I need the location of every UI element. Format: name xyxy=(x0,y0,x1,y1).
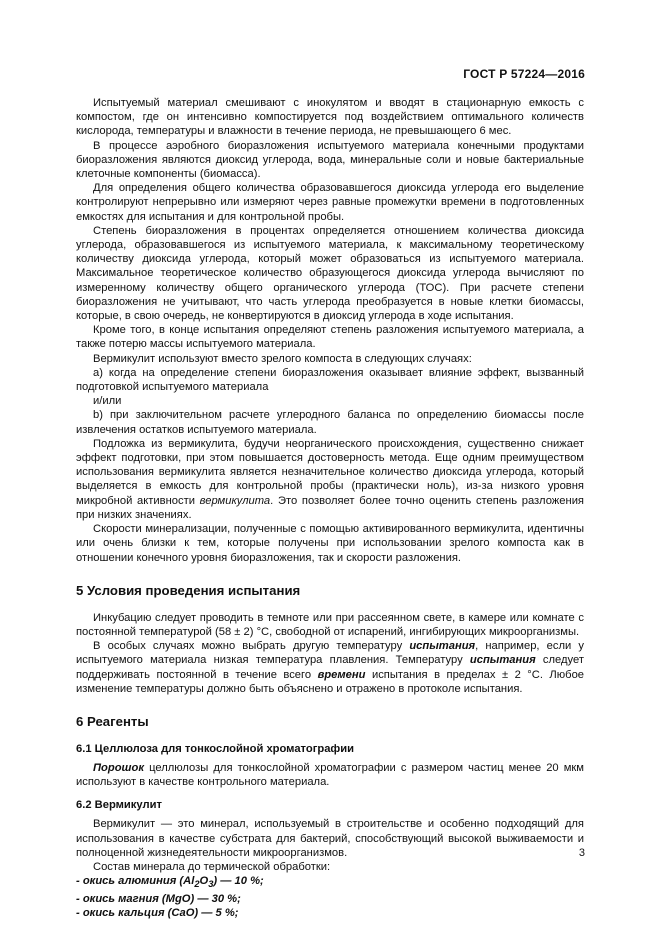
subscript: 3 xyxy=(208,879,214,890)
paragraph: и/или xyxy=(93,395,122,408)
paragraph: Для определения общего количества образовавшегося диоксида углерода его выделение контролируют непрерывно или измеряют через равные промежутки времени в подготовленных емкостях для испытания и для контрольной пробы. xyxy=(76,182,584,223)
composition-item: - окись кальция (CaO) — 5 %; xyxy=(76,906,239,919)
subsection-title: 6.2 Вермикулит xyxy=(76,799,162,812)
paragraph xyxy=(76,437,584,522)
composition-item: - окись магния (MgO) — 30 %; xyxy=(76,892,241,905)
page-number: 3 xyxy=(578,846,585,859)
paragraph: Вермикулит — это минерал, используемый в строительстве и особенно подходящий для использования в качестве субстрата для бактерий, способствующий высокой выживаемости и полноценной жизнедеятельности микроорганизмов. xyxy=(76,818,584,859)
paragraph: В процессе аэробного биоразложения испытуемого материала конечными продуктами биоразложения являются диоксид углерода, вода, минеральные соли и новые бактериальные клеточные компоненты (биомасса). xyxy=(76,139,584,181)
text-run: Подложка из вермикулита, будучи неорганического происхождения, существенно снижает эффект подготовки, при этом повышается достоверность метода. Еще одним преимуществом использования вермикулита является незначительное количество диоксида углерода, который выделяется в емкость для контрольной пробы (практически ноль), из-за низкого уровня микробной активности xyxy=(76,437,584,507)
text-run: испытания в пределах ± 2 °С. Любое изменение температуры должно быть объяснено и отражено в протоколе испытания. xyxy=(76,668,585,695)
paragraph: Кроме того, в конце испытания определяют степень разложения испытуемого материала, а также потерю массы испытуемого материала. xyxy=(76,324,584,351)
text-run: O xyxy=(199,875,209,888)
text-run: следует поддерживать постоянной в течение всего xyxy=(76,654,584,681)
text-run: В особых случаях можно выбрать другую температуру xyxy=(93,640,410,653)
text-run: целлюлозы для тонкослойной хроматографии с размером частиц менее 20 мкм используют в качестве контрольного материала. xyxy=(76,761,584,789)
subscript: 2 xyxy=(194,879,200,890)
subsection-title: 6.1 Целлюлоза для тонкослойной хроматографии xyxy=(76,742,354,755)
paragraph: Испытуемый материал смешивают с инокулятом и вводят в стационарную емкость с компостом, где он интенсивно компостируется под воздействием оптимального количеств кислорода, температуры и влажности в течение периода, не превышающего 6 мес. xyxy=(76,97,584,138)
paragraph xyxy=(76,639,584,696)
emphasis-term: Порошок xyxy=(93,761,144,774)
text-run: ) — 10 %; xyxy=(213,875,264,888)
paragraph: Степень биоразложения в процентах определяется отношением количества диоксида углерода, образовавшегося из испытуемого материала, к максимальному теоретическому количеству диоксида углерода, который может образоваться из испытуемого материала. Максимальное теоретическое количество образующегося диоксида углерода вычисляют по измеренному количеству общего органического углерода (ТОС). При расчете степени биоразложения не учитывают, что часть углерода преобразуется в новые клетки биомассы, которые, в свою очередь, не конвертируются в диоксид углерода в ходе испытания. xyxy=(76,224,584,323)
text-run: - окись алюминия (Al xyxy=(76,875,195,888)
paragraph: Инкубацию следует проводить в темноте или при рассеянном свете, в камере или комнате с постоянной температурой (58 ± 2) °С, свободной от испарений, ингибирующих микроорганизмы. xyxy=(76,611,584,638)
text-run: . Это позволяет более точно оценить степень разложения при низких значениях. xyxy=(76,494,584,521)
section-title: 6 Реагенты xyxy=(76,713,149,729)
emphasis-term: времени xyxy=(317,668,366,681)
standard-header: ГОСТ Р 57224—2016 xyxy=(463,67,585,81)
text-run: , например, если у испытуемого материала низкая температура плавления. Температуру xyxy=(76,640,584,667)
italic-term: вермикулита xyxy=(199,494,271,507)
emphasis-term: испытания xyxy=(469,654,536,667)
list-item: b) при заключительном расчете углеродного баланса по определению биомассы после извлечения остатков испытуемого материала. xyxy=(76,409,584,436)
list-item: а) когда на определение степени биоразложения оказывает влияние эффект, вызванный подготовкой испытуемого материала xyxy=(76,366,584,394)
paragraph: Скорости минерализации, полученные с помощью активированного вермикулита, идентичны или очень близки к тем, которые получены при использовании зрелого компоста как в отношении конечного уровня биоразложения, так и скорости разложения. xyxy=(76,523,584,564)
document-body xyxy=(76,96,584,920)
paragraph: Вермикулит используют вместо зрелого компоста в следующих случаях: xyxy=(93,352,472,365)
emphasis-term: испытания xyxy=(409,640,476,653)
section-title: 5 Условия проведения испытания xyxy=(76,582,301,598)
paragraph: Состав минерала до термической обработки: xyxy=(93,860,331,873)
paragraph xyxy=(76,761,584,789)
composition-item xyxy=(76,874,584,891)
